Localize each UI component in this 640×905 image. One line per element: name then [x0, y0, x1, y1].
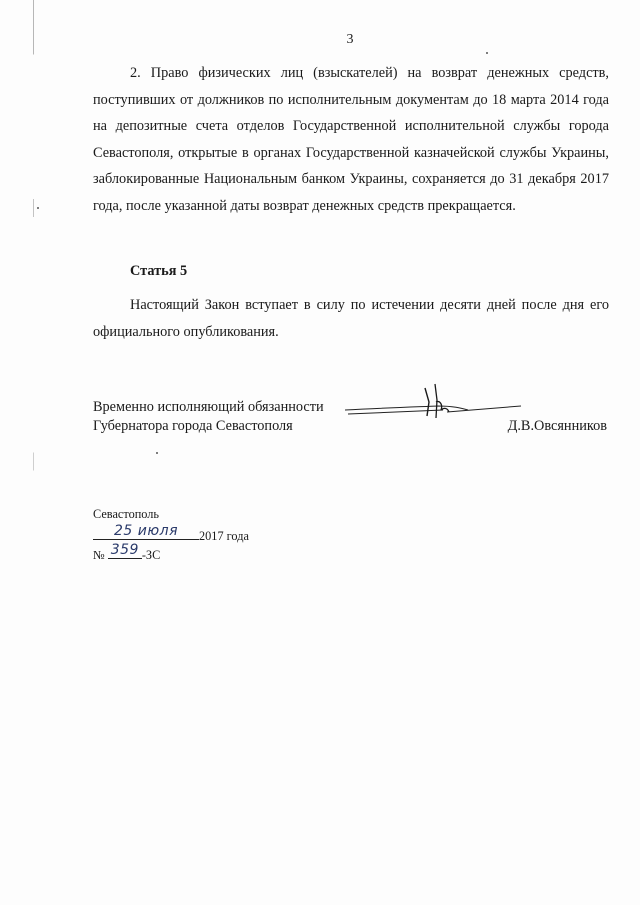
signatory-title-line-1: Временно исполняющий обязанности: [93, 399, 324, 415]
article-5-paragraph: Настоящий Закон вступает в силу по истечении десяти дней после дня его официального опубликования.: [93, 297, 609, 340]
scan-speck: [37, 207, 39, 209]
place-date-block: [93, 505, 249, 562]
date-field: [93, 524, 199, 540]
signature-block: [93, 398, 613, 458]
signatory-title-line-2: Губернатора города Севастополя: [93, 418, 293, 434]
signatory-title: [93, 398, 324, 436]
signatory-name: Д.В.Овсянников: [507, 418, 607, 434]
year-suffix: 2017 года: [199, 529, 249, 543]
page-number: 3: [346, 32, 354, 47]
handwritten-number: 359: [110, 542, 139, 558]
number-sign: №: [93, 548, 105, 562]
scan-edge-line: [33, 0, 34, 905]
number-field: [108, 543, 142, 559]
handwritten-date: 25 июля: [113, 523, 179, 539]
city-line: [93, 505, 249, 524]
number-suffix: -ЗС: [141, 548, 161, 562]
scan-speck: [486, 52, 488, 54]
city-name: Севастополь: [93, 507, 160, 521]
number-line: [93, 543, 249, 562]
article-2-paragraph: 2. Право физических лиц (взыскателей) на возврат денежных средств, поступивших от должников по исполнительным документам до 18 марта 2014 года на депозитные счета отделов Государственной исполнительной службы города Севастополя, открытые в органах Государственной казначейской службы Украины, заблокированные Национальным банком Украины, сохраняется до 31 декабря 2017 года, после указанной даты возврат денежных средств прекращается.: [93, 65, 609, 214]
article-5-title: Статья 5: [130, 263, 188, 279]
date-line: [93, 524, 249, 543]
handwritten-signature: [343, 380, 523, 430]
